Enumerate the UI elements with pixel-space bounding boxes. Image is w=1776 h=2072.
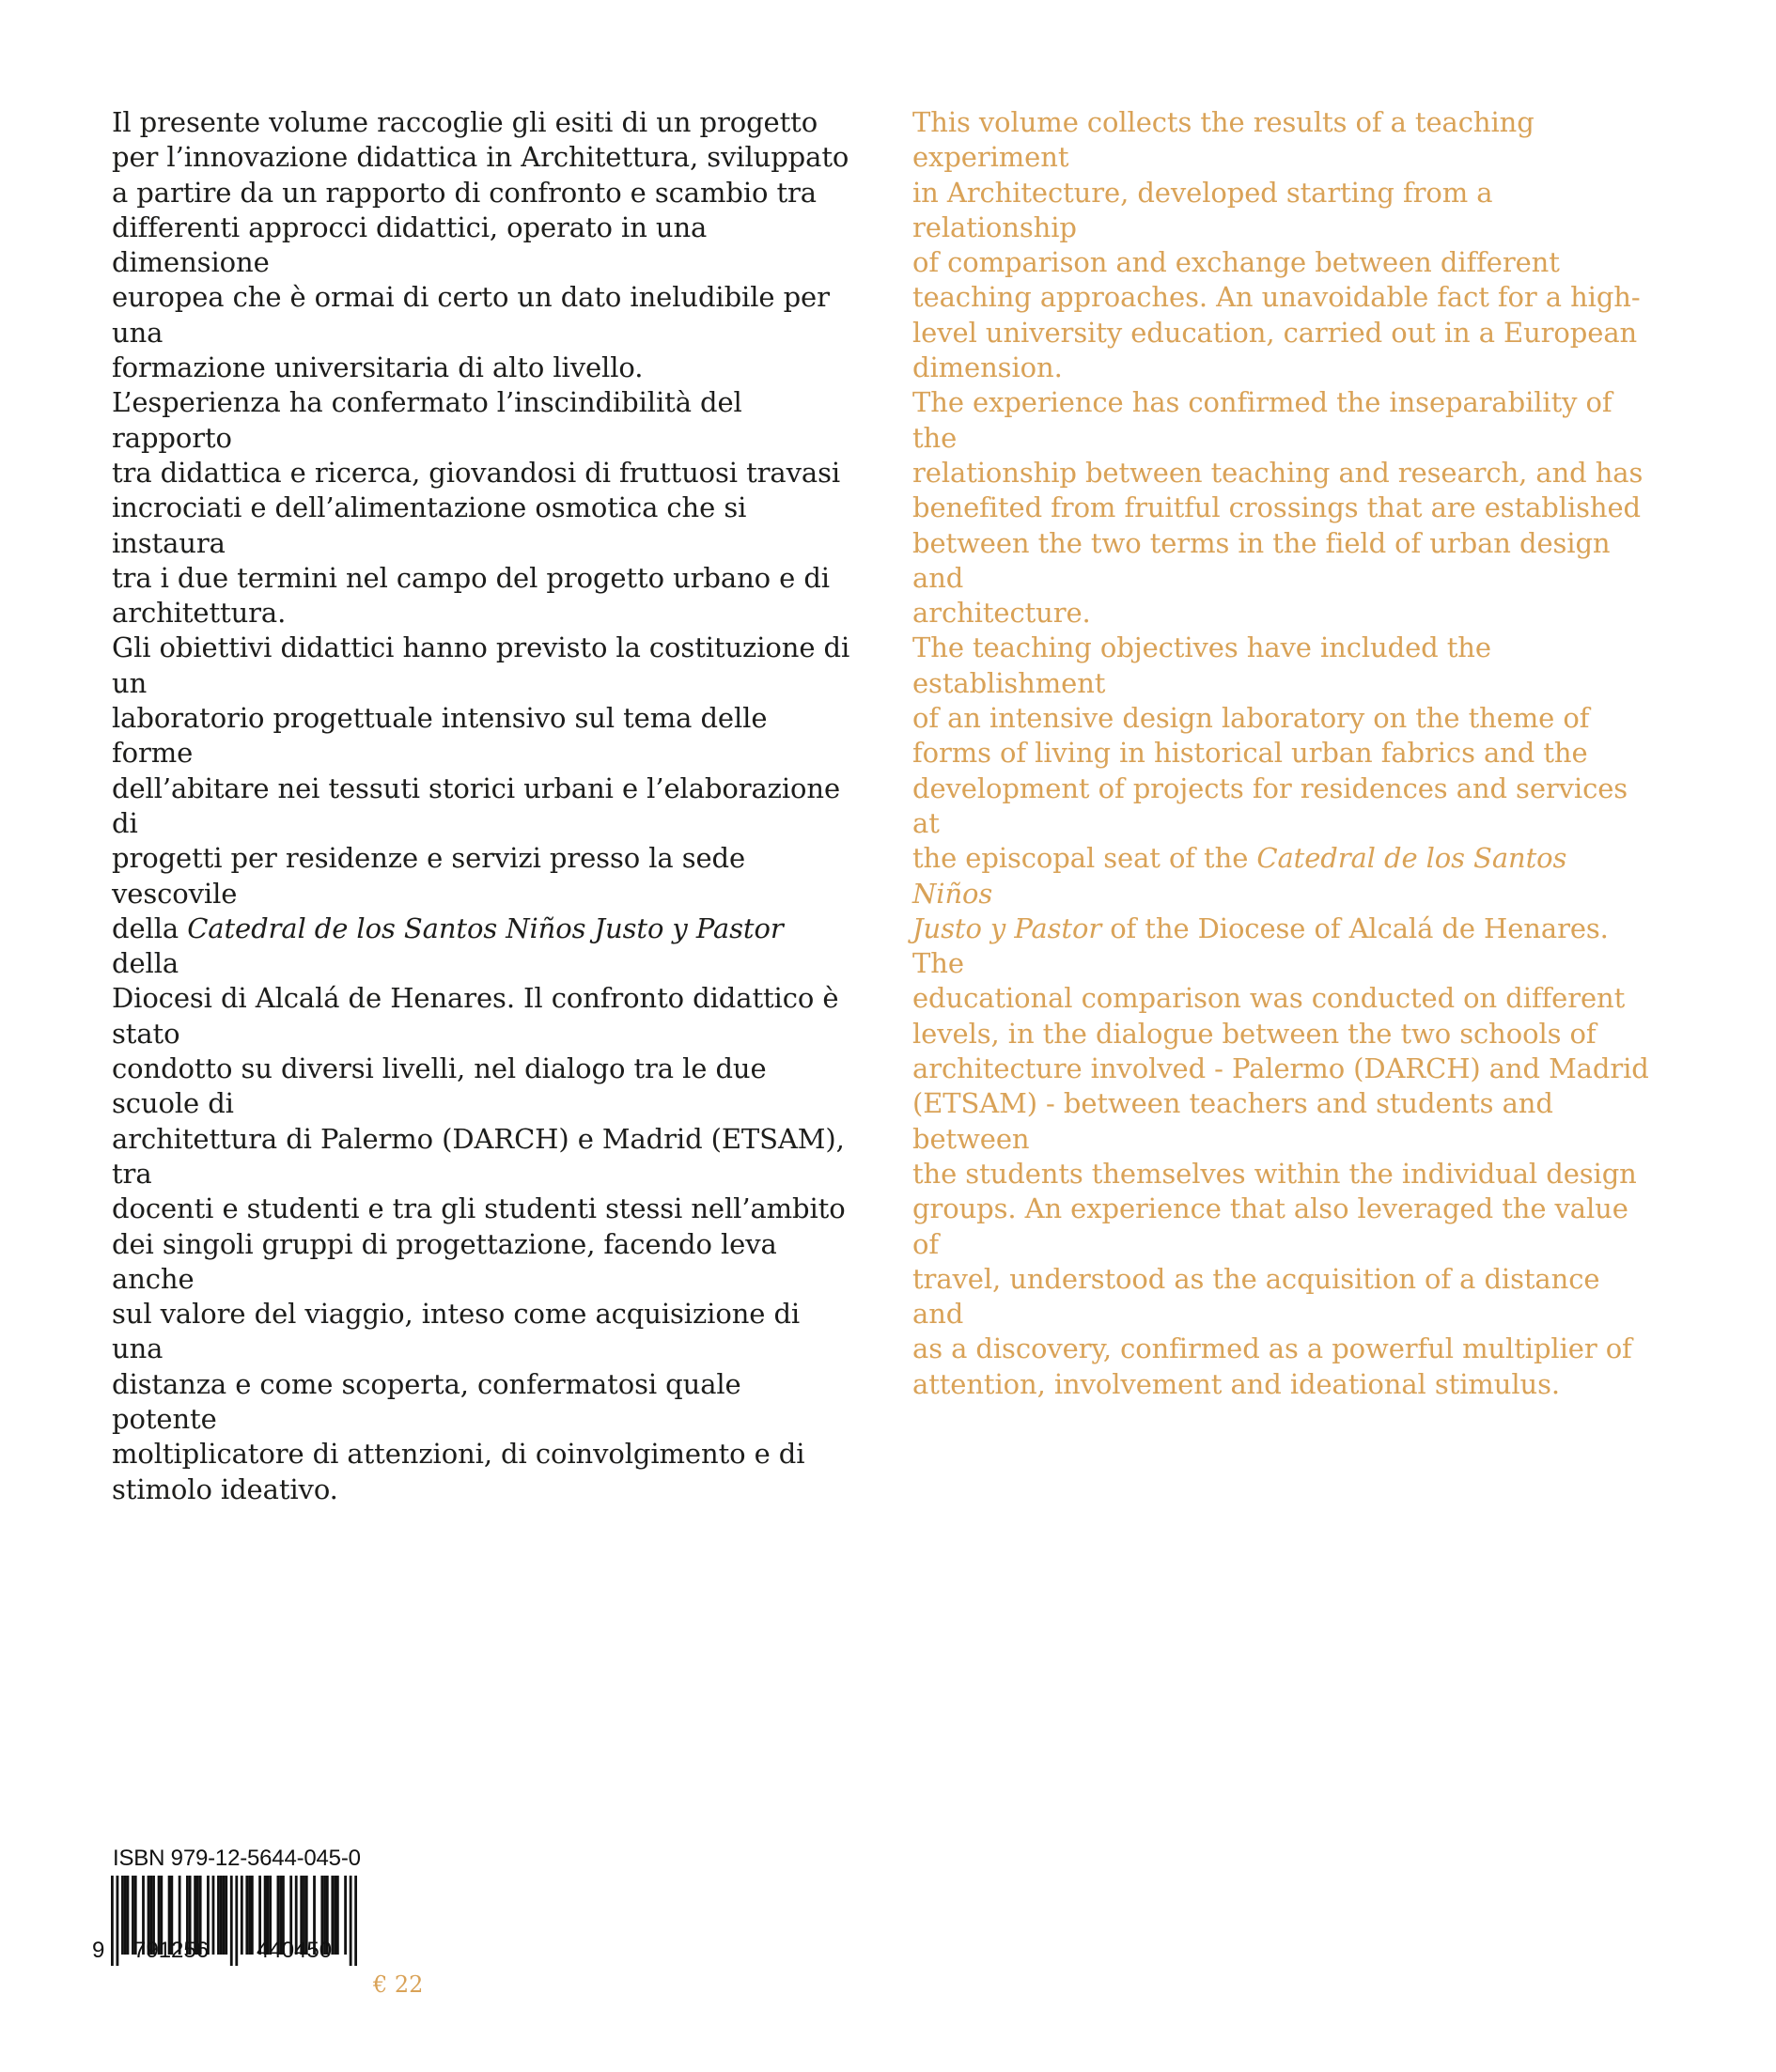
- english-paragraph-3: [912, 631, 1655, 1402]
- english-column: [912, 105, 1655, 1402]
- barcode-bar: [121, 1876, 124, 1955]
- barcode-bar: [111, 1876, 114, 1966]
- english-paragraph-1: This volume collects the results of a teaching experiment in Architecture, developed starting from a relationship of comparison and exchange between different teaching approaches. An unavoidable fact for a high- level university education, carried out in a European dimension.: [912, 106, 1641, 384]
- barcode-bar: [350, 1876, 352, 1966]
- barcode-bar: [220, 1876, 223, 1955]
- barcode-bar: [354, 1876, 357, 1966]
- italian-paragraph-3-start: Gli obiettivi didattici hanno previsto la costituzione di un laboratorio progettuale intensivo sul tema delle forme dell’abitare nei tessuti storici urbani e l’elaborazione di progetti per residenze e servizi presso la sede vescovile della: [112, 631, 850, 944]
- barcode-bar: [344, 1876, 347, 1955]
- barcode-bar: [124, 1876, 127, 1955]
- barcode-bar: [230, 1876, 233, 1966]
- barcode-bar: [217, 1876, 220, 1955]
- italian-paragraph-3: [112, 631, 854, 1506]
- italian-column: [112, 105, 854, 1507]
- barcode-bar: [127, 1876, 130, 1955]
- barcode-digit-first: 9: [92, 1938, 105, 1963]
- barcode-bar: [223, 1876, 226, 1955]
- barcode-bar: [336, 1876, 339, 1955]
- barcode-bar: [225, 1876, 227, 1955]
- barcode-bar: [241, 1876, 243, 1955]
- english-paragraph-2: The experience has confirmed the inseparability of the relationship between teaching and research, and has benefited from fruitful crossings that are established between the two terms in the field of urban design and architecture.: [912, 386, 1644, 630]
- barcode-bar: [235, 1876, 238, 1966]
- barcode-digits-right: 440450: [257, 1938, 333, 1963]
- english-paragraph-3-start: The teaching objectives have included the establishment of an intensive design laboratory on the theme of forms of living in historical urban fabrics and the development of projects for residences and services at the episcopal seat of the: [912, 631, 1628, 875]
- italian-paragraph-3-end: della Diocesi di Alcalá de Henares. Il confronto didattico è stato condotto su diversi livelli, nel dialogo tra le due scuole di architettura di Palermo (DARCH) e Madrid (ETSAM), tra docenti e studenti e tra gli studenti stessi nell’ambito dei singoli gruppi di progettazione, facendo leva anche sul valore del viaggio, inteso come acquisizione di una distanza e come scoperta, confermatosi quale potente moltiplicatore di attenzioni, di coinvolgimento e di stimolo ideativo.: [112, 947, 846, 1505]
- italian-paragraph-1: Il presente volume raccoglie gli esiti di un progetto per l’innovazione didattica in Architettura, sviluppato a partire da un rapporto di confronto e scambio tra differenti approcci didattici, operato in una dimensione europea che è ormai di certo un dato ineludibile per una formazione universitaria di alto livello.: [112, 106, 849, 384]
- barcode-bar: [248, 1876, 251, 1955]
- barcode-digits-left: 791256: [133, 1938, 210, 1963]
- italian-paragraph-2: L’esperienza ha confermato l’inscindibilità del rapporto tra didattica e ricerca, giovandosi di fruttuosi travasi incrociati e dell’alimentazione osmotica che si instaura tra i due termini nel campo del progetto urbano e di architettura.: [112, 386, 841, 630]
- english-cathedral-name: Catedral de los Santos Niños Justo y Pastor: [912, 842, 1567, 944]
- italian-cathedral-name: Catedral de los Santos Niños Justo y Pastor: [187, 911, 784, 944]
- barcode-bar: [334, 1876, 336, 1955]
- isbn-label: ISBN 979-12-5644-045-0: [113, 1846, 361, 1871]
- barcode-bar: [251, 1876, 254, 1955]
- barcode-bar: [212, 1876, 215, 1955]
- price: € 22: [373, 1971, 424, 1998]
- english-paragraph-3-end: of the Diocese of Alcalá de Henares. The educational comparison was conducted on different levels, in the dialogue between the two schools of architecture involved - Palermo (DARCH) and Madrid (ETSAM) - between teachers and students and between the students themselves within the individual design groups. An experience that also leveraged the value of travel, understood as the acquisition of a distance and as a discovery, confirmed as a powerful multiplier of attention, involvement and ideational stimulus.: [912, 911, 1649, 1400]
- isbn-block: [92, 1846, 430, 1968]
- barcode-bar: [245, 1876, 248, 1955]
- barcode-bar: [117, 1876, 119, 1966]
